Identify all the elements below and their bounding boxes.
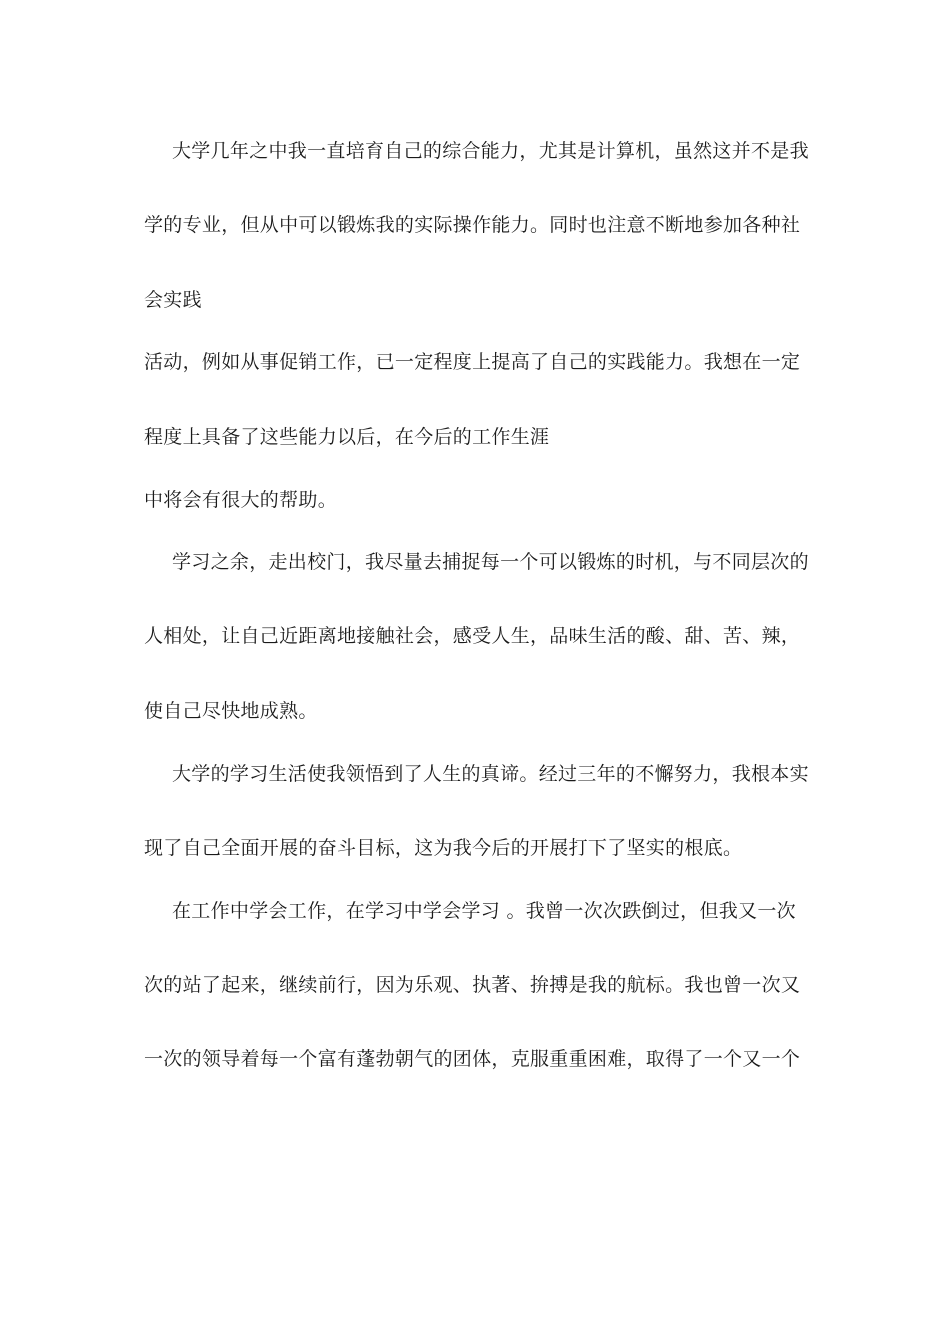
paragraph-6-line-2: 次的站了起来，继续前行，因为乐观、执著、拚搏是我的航标。我也曾一次又 bbox=[144, 974, 801, 996]
paragraph-1-line-2: 学的专业，但从中可以锻炼我的实际操作能力。同时也注意不断地参加各种社 bbox=[144, 214, 801, 236]
paragraph-4-line-2: 人相处，让自己近距离地接触社会，感受人生，品味生活的酸、甜、苦、辣， bbox=[144, 625, 801, 647]
paragraph-5-line-1: 大学的学习生活使我领悟到了人生的真谛。经过三年的不懈努力，我根本实 bbox=[172, 763, 809, 785]
paragraph-1-line-3: 会实践 bbox=[144, 289, 202, 311]
paragraph-2-line-1: 活动，例如从事促销工作，已一定程度上提高了自己的实践能力。我想在一定 bbox=[144, 351, 801, 373]
paragraph-4-line-1: 学习之余，走出校门，我尽量去捕捉每一个可以锻炼的时机，与不同层次的 bbox=[172, 551, 809, 573]
paragraph-6-line-1: 在工作中学会工作，在学习中学会学习 。我曾一次次跌倒过，但我又一次 bbox=[172, 900, 796, 922]
paragraph-6-line-3: 一次的领导着每一个富有蓬勃朝气的团体，克服重重困难，取得了一个又一个 bbox=[144, 1048, 801, 1070]
paragraph-2-line-2: 程度上具备了这些能力以后，在今后的工作生涯 bbox=[144, 426, 550, 448]
paragraph-5-line-2: 现了自己全面开展的奋斗目标，这为我今后的开展打下了坚实的根底。 bbox=[144, 837, 743, 859]
paragraph-1-line-1: 大学几年之中我一直培育自己的综合能力，尤其是计算机，虽然这并不是我 bbox=[172, 140, 809, 162]
paragraph-3-line-1: 中将会有很大的帮助。 bbox=[144, 489, 338, 511]
paragraph-4-line-3: 使自己尽快地成熟。 bbox=[144, 700, 318, 722]
